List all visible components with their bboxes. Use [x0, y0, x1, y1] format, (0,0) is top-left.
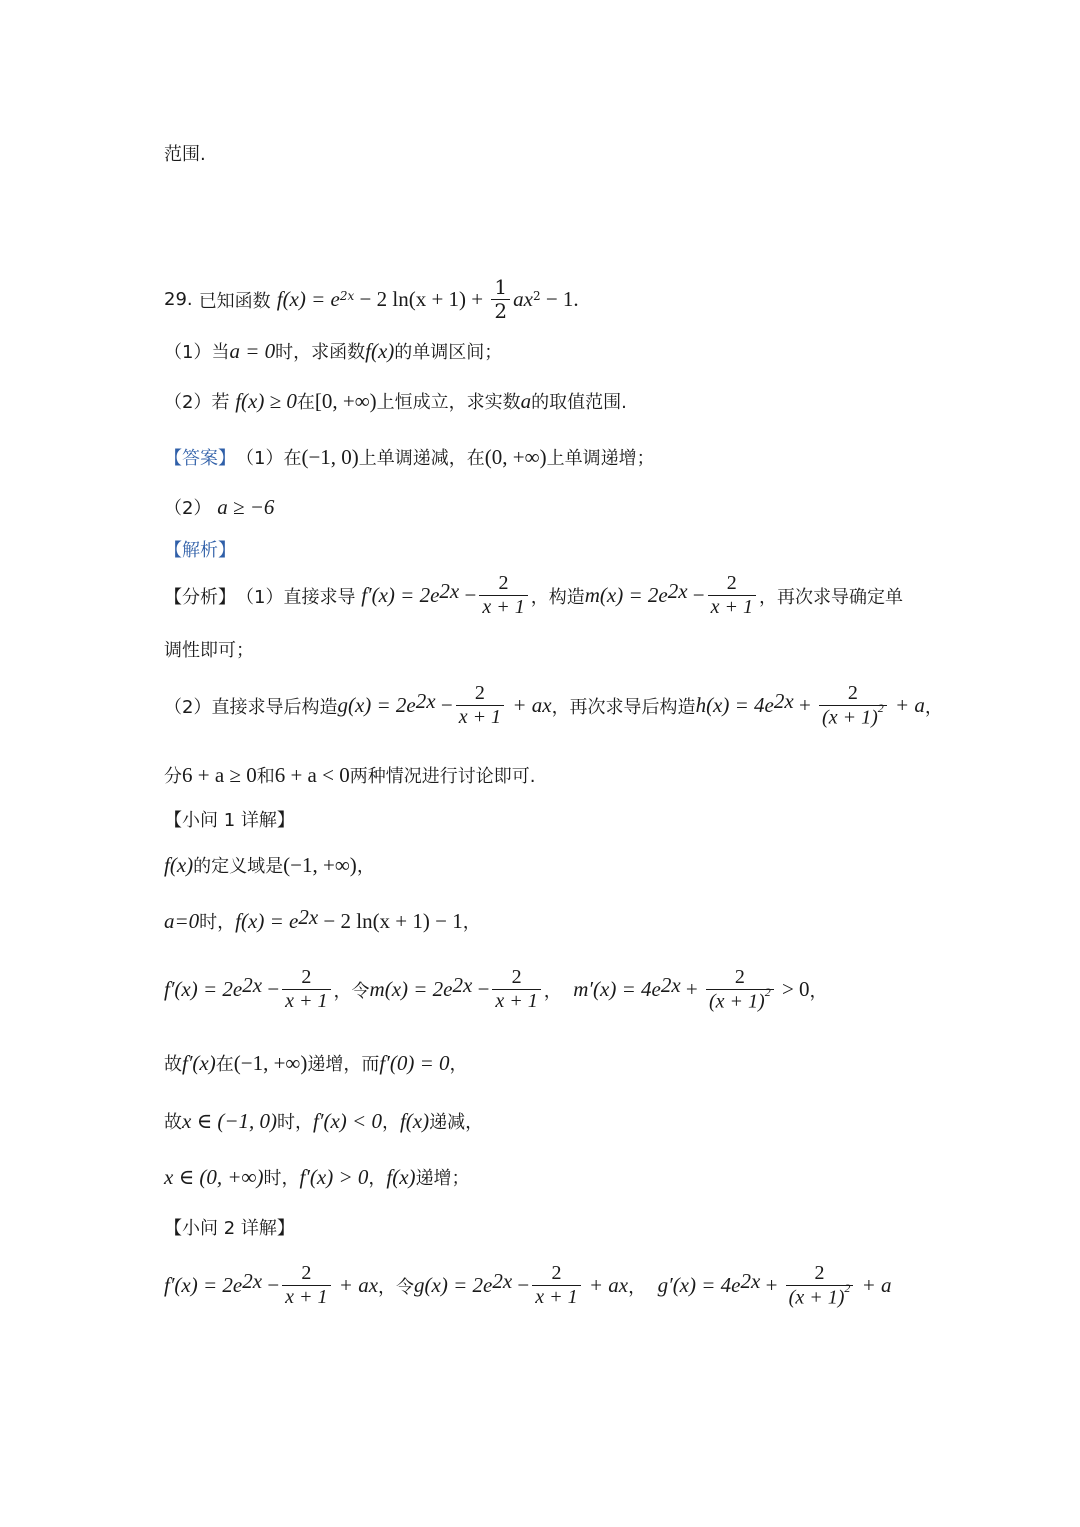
answer-tag: 【答案】: [164, 448, 236, 469]
analysis-heading: 【解析】: [164, 540, 236, 561]
fraction-2-over-x1-squared: $\frac{2}{(x + 1)^2}$: [706, 966, 774, 1014]
sub-question-1-heading: 【小问 1 详解】: [164, 810, 295, 831]
fraction-half: $\frac{1}{2}$: [491, 276, 510, 323]
sub-question-2-heading: 【小问 2 详解】: [164, 1218, 295, 1239]
question-29: 29. 已知函数 f(x) = e $^{2x}$ − 2 ln(x + 1) + $\frac{1}{2}$ ax $^2$ − 1.: [164, 275, 579, 323]
fraction-2-over-x1-squared: $\frac{2}{(x + 1)^2}$: [819, 682, 887, 730]
fraction-2-over-x1: $\frac{2}{x + 1}$: [456, 682, 504, 729]
fraction-2-over-x1: $\frac{2}{x + 1}$: [532, 1262, 580, 1309]
part-1: （1）当 a = 0 时，求函数 f(x) 的单调区间；: [164, 338, 503, 363]
step-part2-derivative: f′(x) = 2e $^{2x}$ − $\frac{2}{x + 1}$ + ax ，令 g(x) = 2e $^{2x}$ − $\frac{2}{x + 1}$ + ax ， g′(x) = 4e $^{2x}$ + $\frac{2}{(x + 1)^2}$ + a: [164, 1262, 892, 1309]
answer-line-2: （2） a ≥ −6: [164, 494, 275, 519]
fraction-2-over-x1: $\frac{2}{x + 1}$: [479, 572, 527, 619]
step-decreasing: 故 x ∈ (−1, 0) 时， f′(x) < 0 ， f(x) 递减，: [164, 1108, 484, 1133]
step-a-zero: a=0 时， f(x) = e $^{2x}$ − 2 ln(x + 1) − 1 ，: [164, 904, 481, 933]
analysis-line-4: 分 6 + a ≥ 0 和 6 + a < 0 两种情况进行讨论即可.: [164, 762, 536, 787]
step-increasing-2: x ∈ (0, +∞) 时， f′(x) > 0 ， f(x) 递增；: [164, 1164, 470, 1189]
analysis-line-2: 调性即可；: [164, 640, 254, 661]
fraction-2-over-x1: $\frac{2}{x + 1}$: [282, 1262, 330, 1309]
analysis-line-1: 【分析】 （1）直接求导 f′(x) = 2e $^{2x}$ − $\frac{2}{x + 1}$ ，构造 m(x) = 2e $^{2x}$ − $\frac{2}{x + 1}$ ，再次求导确定单: [164, 572, 903, 618]
analysis-line-3: （2）直接求导后构造 g(x) = 2e $^{2x}$ − $\frac{2}{x + 1}$ + ax ，再次求导后构造 h(x) = 4e $^{2x}$ + $\frac{2}{(x + 1)^2}$ + a ，: [164, 682, 943, 729]
answer-line-1: 【答案】 （1）在 (−1, 0) 上单调递减，在 (0, +∞) 上单调递增；: [164, 444, 655, 469]
part-2: （2）若 f(x) ≥ 0 在 [0, +∞) 上恒成立，求实数 a 的取值范围.: [164, 388, 627, 413]
fraction-2-over-x1: $\frac{2}{x + 1}$: [492, 966, 540, 1013]
fraction-2-over-x1: $\frac{2}{x + 1}$: [282, 966, 330, 1013]
step-increasing: 故 f′(x) 在 (−1, +∞) 递增，而 f′(0) = 0 ，: [164, 1050, 468, 1075]
fraction-2-over-x1: $\frac{2}{x + 1}$: [708, 572, 756, 619]
step-domain: f(x) 的定义域是 (−1, +∞) ，: [164, 852, 375, 877]
text-line-fanwei: 范围.: [164, 144, 206, 165]
fraction-2-over-x1-squared: $\frac{2}{(x + 1)^2}$: [786, 1262, 854, 1310]
step-derivative: f′(x) = 2e $^{2x}$ − $\frac{2}{x + 1}$ ，令 m(x) = 2e $^{2x}$ − $\frac{2}{x + 1}$ ， m′(x) = 4e $^{2x}$ + $\frac{2}{(x + 1)^2}$ > 0 ，: [164, 966, 828, 1013]
